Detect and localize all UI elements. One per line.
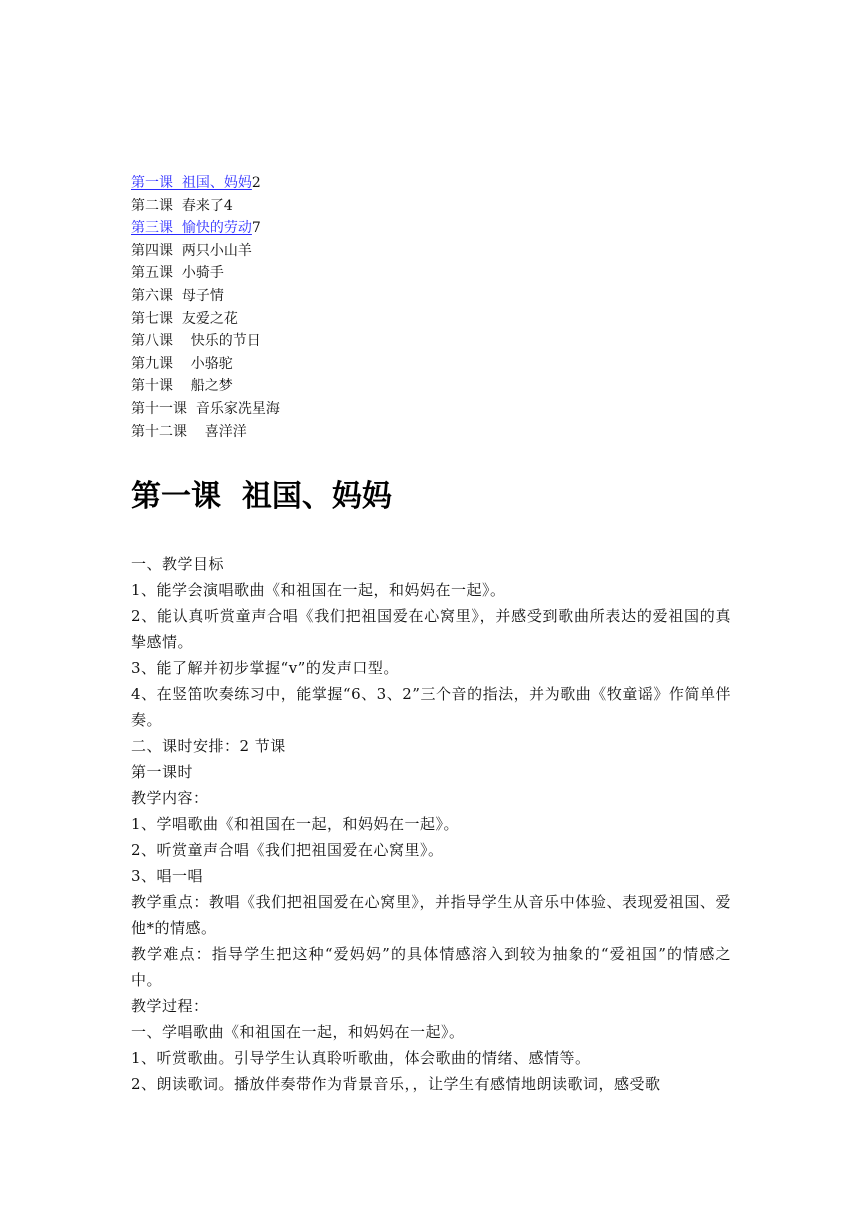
toc-link[interactable]: 第一课 祖国、妈妈	[131, 175, 252, 191]
paragraph: 第一课时	[131, 763, 194, 782]
paragraph: 2、听赏童声合唱《我们把祖国爱在心窝里》。	[131, 841, 444, 860]
toc-title: 第十课 船之梦	[131, 378, 233, 395]
toc-title: 第十二课 喜洋洋	[131, 423, 247, 440]
toc-title: 第十一课 音乐家冼星海	[131, 400, 280, 417]
paragraph: 教学难点：指导学生把这种“爱妈妈”的具体情感溶入到较为抽象的“爱祖国”的情感之中。	[131, 945, 731, 990]
toc-title: 第四课 两只小山羊	[131, 242, 252, 259]
toc-page-number: 4	[223, 197, 233, 214]
toc-link[interactable]: 第三课 愉快的劳动	[131, 220, 252, 237]
toc-title: 第七课 友爱之花	[131, 310, 238, 327]
lesson-body	[131, 551, 731, 1097]
toc-page-number: 7	[251, 220, 261, 237]
toc-item	[131, 330, 731, 353]
paragraph: 3、唱一唱	[131, 867, 204, 886]
paragraph: 1、听赏歌曲。引导学生认真聆听歌曲，体会歌曲的情绪、感情等。	[131, 1049, 591, 1068]
paragraph: 1、学唱歌曲《和祖国在一起，和妈妈在一起》。	[131, 815, 460, 834]
paragraph: 2、能认真听赏童声合唱《我们把祖国爱在心窝里》，并感受到歌曲所表达的爱祖国的真挚感情。	[131, 607, 731, 652]
paragraph: 教学内容：	[131, 789, 209, 808]
toc-item	[131, 308, 731, 331]
document-page	[131, 172, 731, 1097]
toc-item[interactable]	[131, 172, 731, 195]
toc-item	[131, 195, 731, 218]
table-of-contents	[131, 172, 731, 443]
paragraph: 4、在竖笛吹奏练习中，能掌握“6、3、2”三个音的指法，并为歌曲《牧童谣》作简单伴奏。	[131, 685, 731, 730]
paragraph: 一、学唱歌曲《和祖国在一起，和妈妈在一起》。	[131, 1023, 465, 1042]
paragraph: 1、能学会演唱歌曲《和祖国在一起，和妈妈在一起》。	[131, 581, 506, 600]
toc-item	[131, 262, 731, 285]
toc-item	[131, 240, 731, 263]
paragraph: 教学重点：教唱《我们把祖国爱在心窝里》，并指导学生从音乐中体验、表现爱祖国、爱他*的情感。	[131, 893, 731, 938]
toc-title: 第六课 母子情	[131, 287, 224, 304]
toc-item	[131, 421, 731, 444]
toc-item	[131, 375, 731, 398]
toc-item	[131, 285, 731, 308]
paragraph: 3、能了解并初步掌握“v”的发声口型。	[131, 659, 399, 678]
paragraph: 2、朗读歌词。播放伴奏带作为背景音乐，，让学生有感情地朗读歌词，感受歌	[131, 1075, 661, 1094]
toc-page-number: 2	[251, 175, 261, 191]
section-title: 一、教学目标	[131, 555, 225, 574]
toc-title: 第八课 快乐的节日	[131, 333, 261, 350]
toc-title: 第五课 小骑手	[131, 265, 224, 282]
paragraph: 教学过程：	[131, 997, 209, 1016]
toc-item	[131, 353, 731, 376]
toc-title: 第九课 小骆驼	[131, 355, 233, 372]
toc-item	[131, 398, 731, 421]
toc-title: 第二课 春来了	[131, 197, 224, 214]
toc-item[interactable]	[131, 217, 731, 240]
lesson-heading: 第一课 祖国、妈妈	[131, 479, 392, 515]
section-title: 二、课时安排：2 节课	[131, 737, 286, 756]
